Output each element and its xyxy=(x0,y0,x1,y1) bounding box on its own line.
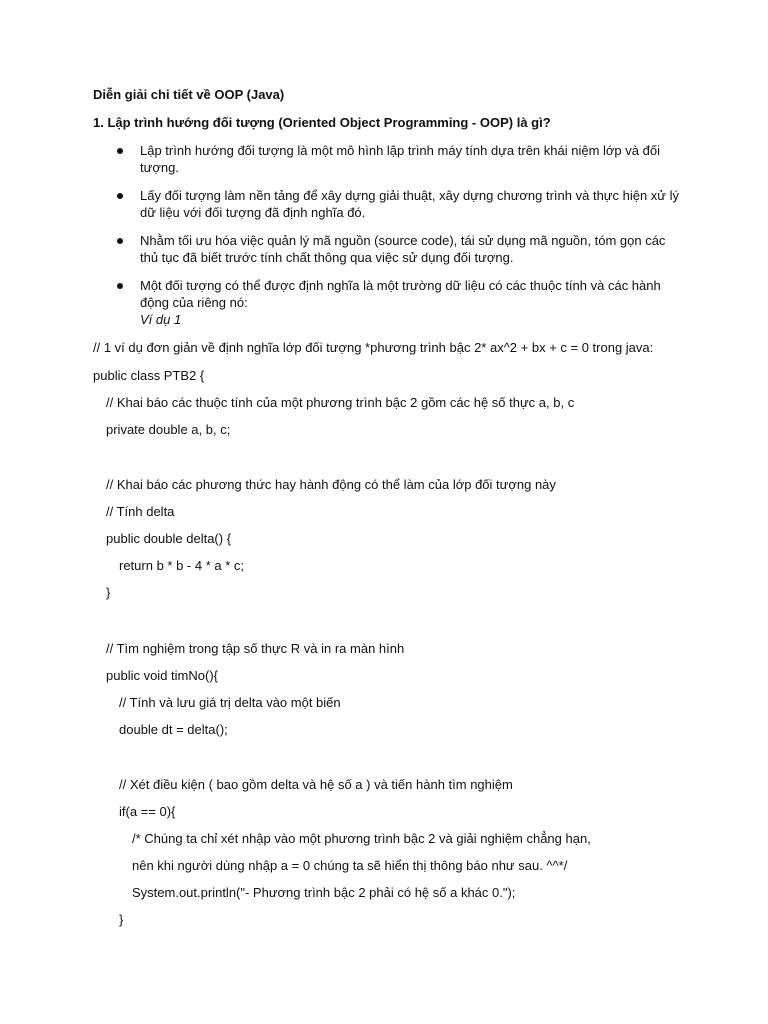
bullet-item: Lấy đối tượng làm nền tảng để xây dựng giải thuật, xây dựng chương trình và thực hiện xử lý dữ liệu với đối tượng đã định nghĩa đó. xyxy=(140,188,680,220)
bullet-dot xyxy=(117,148,123,154)
code-line: // Tính và lưu giá trị delta vào một biến xyxy=(119,695,341,710)
code-line: } xyxy=(119,912,124,927)
code-line: return b * b - 4 * a * c; xyxy=(119,558,245,573)
document-title: Diễn giải chi tiết về OOP (Java) xyxy=(93,87,285,102)
code-line: } xyxy=(106,585,111,600)
code-line: // Tính delta xyxy=(106,504,175,519)
bullet-text: Một đối tượng có thể được định nghĩa là một trường dữ liệu có các thuộc tính và các hành động của riêng nó: xyxy=(140,278,661,310)
section-heading: 1. Lập trình hướng đối tượng (Oriented Object Programming - OOP) là gì? xyxy=(93,115,551,130)
code-line: // Khai báo các phương thức hay hành động có thể làm của lớp đối tượng này xyxy=(106,477,556,492)
code-line: public void timNo(){ xyxy=(106,668,218,683)
code-line: // Tìm nghiệm trong tập số thực R và in ra màn hình xyxy=(106,641,405,656)
code-line: double dt = delta(); xyxy=(119,722,228,737)
code-line: public class PTB2 { xyxy=(93,368,205,383)
code-line: public double delta() { xyxy=(106,531,232,546)
code-line: // 1 ví dụ đơn giản về định nghĩa lớp đối tượng *phương trình bậc 2* ax^2 + bx + c = 0 trong java: xyxy=(93,340,654,355)
bullet-item: Nhằm tối ưu hóa việc quản lý mã nguồn (source code), tái sử dụng mã nguồn, tóm gọn các thủ tục đã biết trước tính chất thông qua việc sử dụng đối tượng. xyxy=(140,233,666,265)
code-line: // Khai báo các thuộc tính của một phương trình bậc 2 gồm các hệ số thực a, b, c xyxy=(106,395,575,410)
code-line: System.out.println("- Phương trình bậc 2 phải có hệ số a khác 0."); xyxy=(132,885,516,900)
bullet-dot xyxy=(117,283,123,289)
code-line: /* Chúng ta chỉ xét nhập vào một phương trình bậc 2 và giải nghiệm chẳng hạn, xyxy=(132,831,591,846)
bullet-dot xyxy=(117,238,123,244)
code-line: private double a, b, c; xyxy=(106,422,231,437)
example-label: Ví dụ 1 xyxy=(140,312,182,327)
code-line: nên khi người dùng nhập a = 0 chúng ta sẽ hiển thị thông báo như sau. ^^*/ xyxy=(132,858,568,873)
bullet-item: Lập trình hướng đối tượng là một mô hình lập trình máy tính dựa trên khái niệm lớp và đối tượng. xyxy=(140,143,660,175)
bullet-item xyxy=(140,277,680,328)
bullet-dot xyxy=(117,193,123,199)
code-line: if(a == 0){ xyxy=(119,804,176,819)
code-line: // Xét điều kiện ( bao gồm delta và hệ số a ) và tiến hành tìm nghiệm xyxy=(119,777,513,792)
